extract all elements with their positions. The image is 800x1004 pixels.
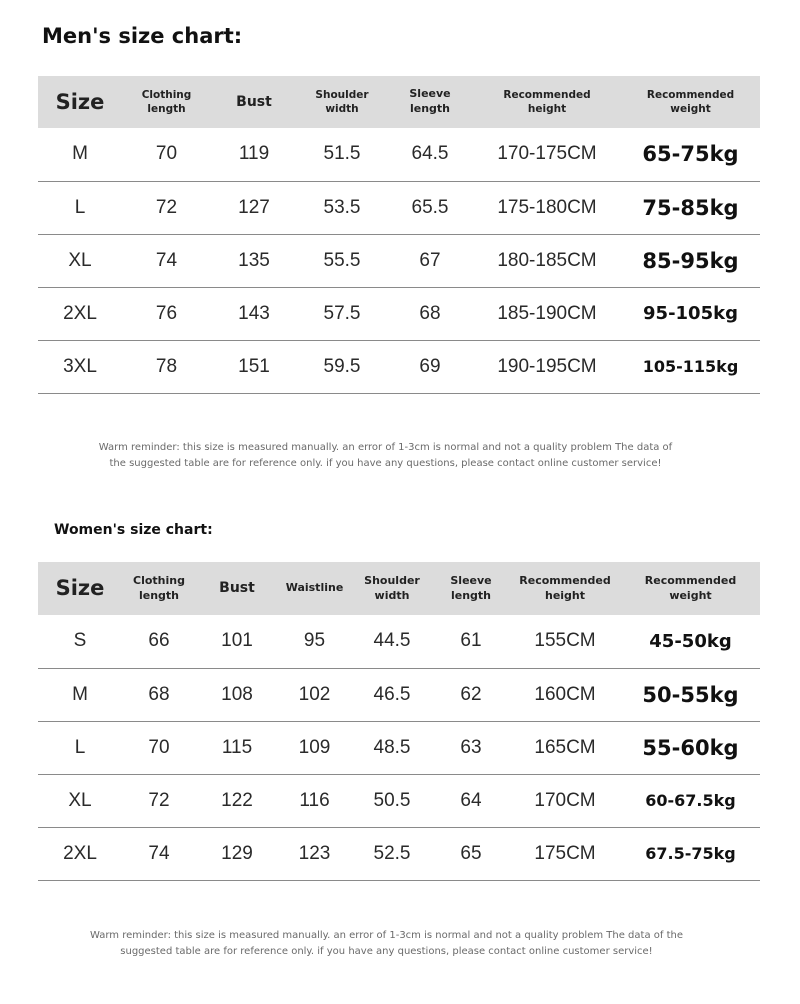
bust-cell: 108 xyxy=(221,683,253,705)
sleeve-length-cell: 63 xyxy=(460,736,482,758)
sleeve-length-cell: 65.5 xyxy=(411,196,449,218)
clothing-length-cell: 78 xyxy=(155,355,178,377)
table-row xyxy=(38,234,760,287)
shoulder-width-cell: 50.5 xyxy=(373,789,411,811)
women-size-chart-title: Women's size chart: xyxy=(54,522,213,538)
size-cell: 3XL xyxy=(63,355,97,377)
size-cell: 2XL xyxy=(63,302,97,324)
men-col-recommended-weight: Recommended weight xyxy=(646,88,735,115)
bust-cell: 135 xyxy=(238,249,270,271)
sleeve-length-cell: 67 xyxy=(419,249,441,271)
size-cell: M xyxy=(72,143,88,165)
shoulder-width-cell: 53.5 xyxy=(323,196,361,218)
men-col-sleeve-length: Sleeve length xyxy=(409,87,451,115)
women-col-recommended-height: Recommended height xyxy=(519,573,611,602)
table-row xyxy=(38,827,760,880)
recommended-weight-cell: 55-60kg xyxy=(642,735,739,760)
women-col-size: Size xyxy=(55,576,105,601)
clothing-length-cell: 70 xyxy=(155,143,178,165)
clothing-length-cell: 72 xyxy=(148,789,170,811)
size-cell: M xyxy=(72,683,88,705)
clothing-length-cell: 76 xyxy=(155,302,178,324)
bust-cell: 143 xyxy=(238,302,270,324)
women-col-bust: Bust xyxy=(219,580,255,597)
men-warm-reminder: Warm reminder: this size is measured manually. an error of 1-3cm is normal and not a quality problem The data of the suggested table are for reference only. if you have any questions, please contact online customer service! xyxy=(98,442,673,469)
shoulder-width-cell: 57.5 xyxy=(323,302,361,324)
clothing-length-cell: 72 xyxy=(155,196,178,218)
women-col-clothing-length: Clothing length xyxy=(133,573,185,602)
sleeve-length-cell: 69 xyxy=(419,355,441,377)
women-size-table xyxy=(38,562,760,881)
women-col-waistline: Waistline xyxy=(285,581,344,595)
recommended-weight-cell: 75-85kg xyxy=(642,195,739,220)
shoulder-width-cell: 51.5 xyxy=(323,143,361,165)
recommended-height-cell: 185-190CM xyxy=(497,302,597,324)
bust-cell: 127 xyxy=(238,196,270,218)
men-header-row xyxy=(38,76,760,128)
men-col-recommended-height: Recommended height xyxy=(503,88,591,115)
bust-cell: 101 xyxy=(221,630,253,652)
men-size-table xyxy=(38,76,760,394)
size-cell: L xyxy=(74,196,86,218)
recommended-height-cell: 170-175CM xyxy=(497,143,597,165)
recommended-height-cell: 180-185CM xyxy=(497,249,597,271)
men-size-chart-title: Men's size chart: xyxy=(42,24,243,48)
recommended-height-cell: 175CM xyxy=(534,842,596,864)
recommended-height-cell: 170CM xyxy=(534,789,596,811)
waistline-cell: 102 xyxy=(298,683,331,705)
bust-cell: 115 xyxy=(221,736,253,758)
sleeve-length-cell: 64.5 xyxy=(411,143,449,165)
table-row xyxy=(38,181,760,234)
sleeve-length-cell: 62 xyxy=(460,683,482,705)
men-col-clothing-length: Clothing length xyxy=(141,88,192,115)
women-col-sleeve-length: Sleeve length xyxy=(450,573,492,602)
women-col-recommended-weight: Recommended weight xyxy=(644,573,737,602)
shoulder-width-cell: 48.5 xyxy=(373,736,411,758)
sleeve-length-cell: 68 xyxy=(419,302,441,324)
shoulder-width-cell: 59.5 xyxy=(323,355,361,377)
table-row xyxy=(38,668,760,721)
recommended-height-cell: 165CM xyxy=(534,736,596,758)
recommended-weight-cell: 105-115kg xyxy=(642,357,739,376)
table-row xyxy=(38,340,760,393)
size-cell: S xyxy=(73,630,87,652)
clothing-length-cell: 66 xyxy=(148,630,170,652)
shoulder-width-cell: 52.5 xyxy=(373,842,411,864)
sleeve-length-cell: 61 xyxy=(460,630,482,652)
size-cell: 2XL xyxy=(63,842,97,864)
table-row xyxy=(38,615,760,668)
clothing-length-cell: 68 xyxy=(148,683,170,705)
sleeve-length-cell: 65 xyxy=(460,842,482,864)
table-row xyxy=(38,128,760,181)
waistline-cell: 123 xyxy=(298,842,331,864)
recommended-weight-cell: 60-67.5kg xyxy=(645,791,736,810)
table-row xyxy=(38,774,760,827)
shoulder-width-cell: 44.5 xyxy=(373,630,411,652)
bust-cell: 119 xyxy=(238,143,270,165)
recommended-height-cell: 155CM xyxy=(534,630,596,652)
shoulder-width-cell: 55.5 xyxy=(323,249,361,271)
waistline-cell: 109 xyxy=(298,736,331,758)
size-cell: XL xyxy=(68,789,92,811)
recommended-weight-cell: 65-75kg xyxy=(642,142,739,167)
table-row xyxy=(38,721,760,774)
recommended-weight-cell: 85-95kg xyxy=(642,248,739,273)
men-col-bust: Bust xyxy=(236,93,272,110)
clothing-length-cell: 74 xyxy=(148,842,170,864)
women-col-shoulder-width: Shoulder width xyxy=(364,573,420,602)
shoulder-width-cell: 46.5 xyxy=(373,683,411,705)
waistline-cell: 116 xyxy=(299,789,330,811)
recommended-height-cell: 175-180CM xyxy=(497,196,597,218)
women-warm-reminder: Warm reminder: this size is measured manually. an error of 1-3cm is normal and not a quality problem The data of the suggested table are for reference only. if you have any questions, please contact online customer service! xyxy=(90,930,683,957)
recommended-weight-cell: 95-105kg xyxy=(643,303,738,324)
bust-cell: 129 xyxy=(221,842,253,864)
men-col-size: Size xyxy=(55,89,105,114)
women-header-row xyxy=(38,562,760,615)
table-row xyxy=(38,287,760,340)
size-cell: L xyxy=(74,736,86,758)
clothing-length-cell: 70 xyxy=(148,736,170,758)
men-col-shoulder-width: Shoulder width xyxy=(315,88,369,115)
bust-cell: 122 xyxy=(221,789,253,811)
recommended-weight-cell: 45-50kg xyxy=(649,630,732,652)
bust-cell: 151 xyxy=(238,355,270,377)
recommended-weight-cell: 50-55kg xyxy=(642,682,739,707)
recommended-height-cell: 190-195CM xyxy=(497,355,597,377)
size-cell: XL xyxy=(68,249,92,271)
waistline-cell: 95 xyxy=(303,630,326,652)
recommended-weight-cell: 67.5-75kg xyxy=(645,844,736,863)
clothing-length-cell: 74 xyxy=(155,249,178,271)
sleeve-length-cell: 64 xyxy=(460,789,482,811)
recommended-height-cell: 160CM xyxy=(534,683,596,705)
